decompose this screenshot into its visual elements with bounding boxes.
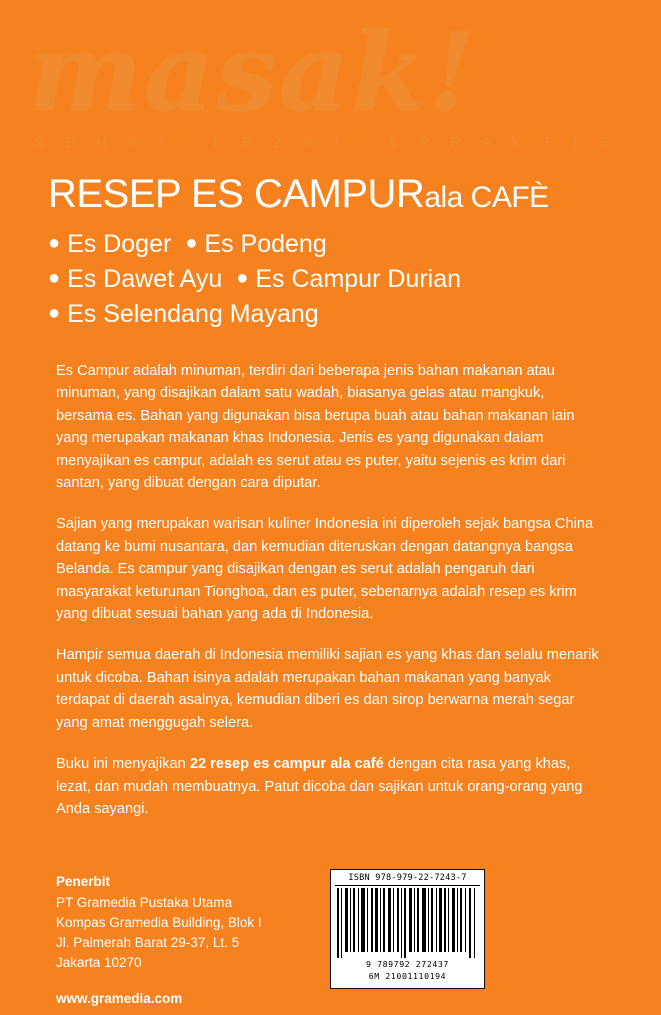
list-item-label: Es Dawet Ayu	[67, 265, 223, 293]
isbn-number: ISBN 978-979-22-7243-7	[335, 873, 480, 886]
title-sub: ala CAFÈ	[424, 181, 549, 214]
publisher-label: Penerbit	[56, 874, 111, 889]
description-text	[56, 360, 604, 839]
closing-pre: Buku ini menyajikan	[56, 756, 190, 773]
list-item-label: Es Doger	[67, 230, 172, 258]
isbn-barcode	[330, 869, 485, 989]
bullet-icon: ●	[48, 302, 61, 324]
publisher-line: Kompas Gramedia Building, Blok I	[56, 915, 262, 930]
title-main: RESEP ES CAMPUR	[48, 172, 425, 216]
list-item-label: Es Campur Durian	[255, 265, 462, 293]
brand-watermark	[28, 10, 628, 162]
brand-tagline: S E H A T , L E Z A T , & P R A K T I S	[34, 134, 617, 151]
publisher-block	[56, 872, 262, 1009]
closing-post: dengan cita rasa yang khas, lezat, dan mudah membuatnya. Patut dicoba dan sajikan untuk orang-orang yang Anda sayangi.	[56, 756, 583, 817]
publisher-line: PT Gramedia Pustaka Utama	[56, 895, 233, 910]
paragraph: Es Campur adalah minuman, terdiri dari beberapa jenis bahan makanan atau minuman, yang disajikan dalam satu wadah, biasanya gelas atau mangkuk, bersama es. Bahan yang digunakan bisa berupa buah atau bahan makanan lain yang merupakan makanan khas Indonesia. Jenis es yang digunakan dalam menyajikan es campur, adalah es serut atau es puter, yaitu sejenis es krim dari santan, yang dibuat dengan cara diputar.	[56, 363, 575, 492]
paragraph: Sajian yang merupakan warisan kuliner Indonesia ini diperoleh sejak bangsa China datang ke bumi nusantara, dan kemudian diteruskan dengan datangnya bangsa Belanda. Es campur yang disajikan dengan es serut adalah pengaruh dari masyarakat keturunan Tionghoa, dan es puter, sebenarnya adalah resep es krim yang dibuat sesuai bahan yang ada di Indonesia.	[56, 516, 594, 623]
bullet-icon: ●	[236, 267, 249, 289]
bullet-icon: ●	[48, 232, 61, 254]
barcode-code-below: 6M 21001110194	[368, 971, 447, 981]
closing-paragraph	[56, 753, 604, 820]
list-item-label: Es Podeng	[204, 230, 327, 258]
publisher-line: Jl. Palmerah Barat 29-37, Lt. 5	[56, 935, 240, 950]
list-item	[48, 261, 628, 296]
brand-name: masak!	[28, 10, 478, 136]
closing-highlight: 22 resep es campur ala café	[189, 756, 384, 773]
bullet-icon: ●	[48, 267, 61, 289]
list-item	[48, 226, 628, 261]
barcode-digits: 9 789792 272437	[366, 959, 449, 969]
publisher-line: Jakarta 10270	[56, 955, 142, 970]
bullet-icon: ●	[185, 232, 198, 254]
title-block	[48, 172, 628, 331]
paragraph: Hampir semua daerah di Indonesia memiliki sajian es yang khas dan selalu menarik untuk dicoba. Bahan isinya adalah merupakan bahan makanan yang banyak terdapat di daerah asalnya, kemudian diberi es dan sirop berwarna merah segar yang amat menggugah selera.	[56, 647, 599, 731]
barcode-bars-icon	[335, 888, 480, 958]
list-item-label: Es Selendang Mayang	[67, 300, 319, 328]
publisher-website[interactable]: www.gramedia.com	[56, 991, 183, 1006]
recipe-list	[48, 226, 628, 331]
list-item	[48, 296, 628, 331]
page-title	[48, 172, 628, 220]
